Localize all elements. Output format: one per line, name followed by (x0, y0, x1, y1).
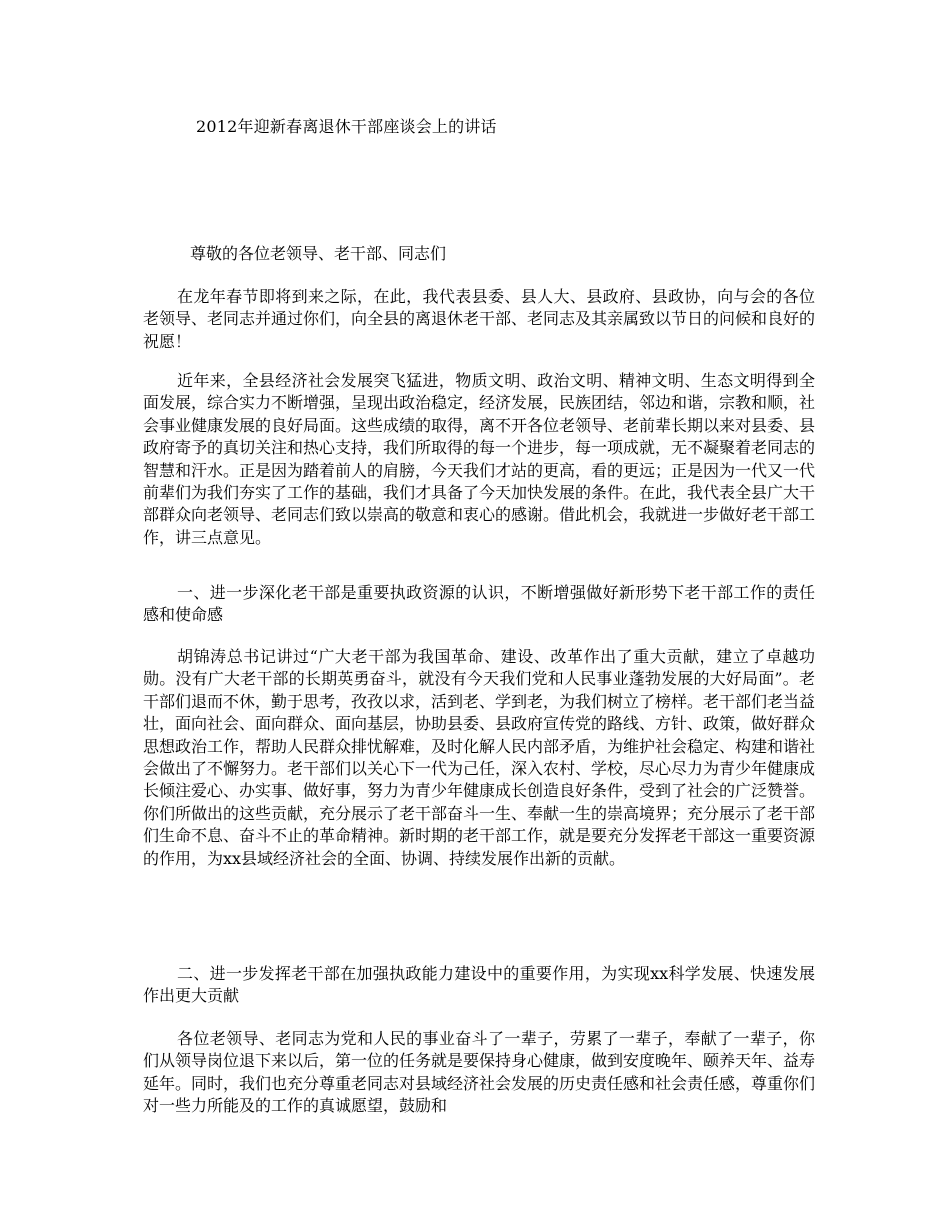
paragraph-greeting: 在龙年春节即将到来之际，在此，我代表县委、县人大、县政府、县政协，向与会的各位老领导、老同志并通过你们，向全县的离退休老干部、老同志及其亲属致以节日的问候和良好的祝愿！ (143, 287, 816, 351)
paragraph-achievements: 近年来，全县经济社会发展突飞猛进，物质文明、政治文明、精神文明、生态文明得到全面发展，综合实力不断增强，呈现出政治稳定，经济发展，民族团结，邻边和谐，宗教和顺，社会事业健康发展的良好局面。这些成绩的取得，离不开各位老领导、老前辈长期以来对县委、县政府寄予的真切关注和热心支持，我们所取得的每一个进步，每一项成就，无不凝聚着老同志的智慧和汗水。正是因为踏着前人的肩膀，今天我们才站的更高，看的更远；正是因为一代又一代前辈们为我们夯实了工作的基础，我们才具备了今天加快发展的条件。在此，我代表全县广大干部群众向老领导、老同志们致以崇高的敬意和衷心的感谢。借此机会，我就进一步做好老干部工作，讲三点意见。 (143, 371, 816, 547)
paragraph-contributions: 胡锦涛总书记讲过“广大老干部为我国革命、建设、改革作出了重大贡献，建立了卓越功勋。没有广大老干部的长期英勇奋斗，就没有今天我们党和人民事业蓬勃发展的大好局面”。老干部们退而不休，勤于思考，孜孜以求，活到老、学到老，为我们树立了榜样。老干部们老当益壮，面向社会、面向群众、面向基层，协助县委、县政府宣传党的路线、方针、政策，做好群众思想政治工作，帮助人民群众排忧解难，及时化解人民内部矛盾，为维护社会稳定、构建和谐社会做出了不懈努力。老干部们以关心下一代为己任，深入农村、学校，尽心尽力为青少年健康成长倾注爱心、办实事、做好事，努力为青少年健康成长创造良好条件，受到了社会的广泛赞誉。你们所做出的这些贡献，充分展示了老干部奋斗一生、奉献一生的崇高境界；充分展示了老干部们生命不息、奋斗不止的革命精神。新时期的老干部工作，就是要充分发挥老干部这一重要资源的作用，为xx县域经济社会的全面、协调、持续发展作出新的贡献。 (143, 647, 816, 868)
salutation: 尊敬的各位老领导、老干部、同志们 (190, 244, 447, 263)
document-title: 2012年迎新春离退休干部座谈会上的讲话 (196, 117, 497, 136)
section-heading-two: 二、进一步发挥老干部在加强执政能力建设中的重要作用，为实现xx科学发展、快速发展作出更大贡献 (143, 964, 815, 1006)
paragraph-health: 各位老领导、老同志为党和人民的事业奋斗了一辈子，劳累了一辈子，奉献了一辈子，你们从领导岗位退下来以后，第一位的任务就是要保持身心健康，做到安度晚年、颐养天年、益寿延年。同时，我们也充分尊重老同志对县域经济社会发展的历史责任感和社会责任感，尊重你们对一些力所能及的工作的真诚愿望，鼓励和 (143, 1029, 816, 1116)
section-heading-one: 一、进一步深化老干部是重要执政资源的认识，不断增强做好新形势下老干部工作的责任感和使命感 (143, 583, 815, 625)
